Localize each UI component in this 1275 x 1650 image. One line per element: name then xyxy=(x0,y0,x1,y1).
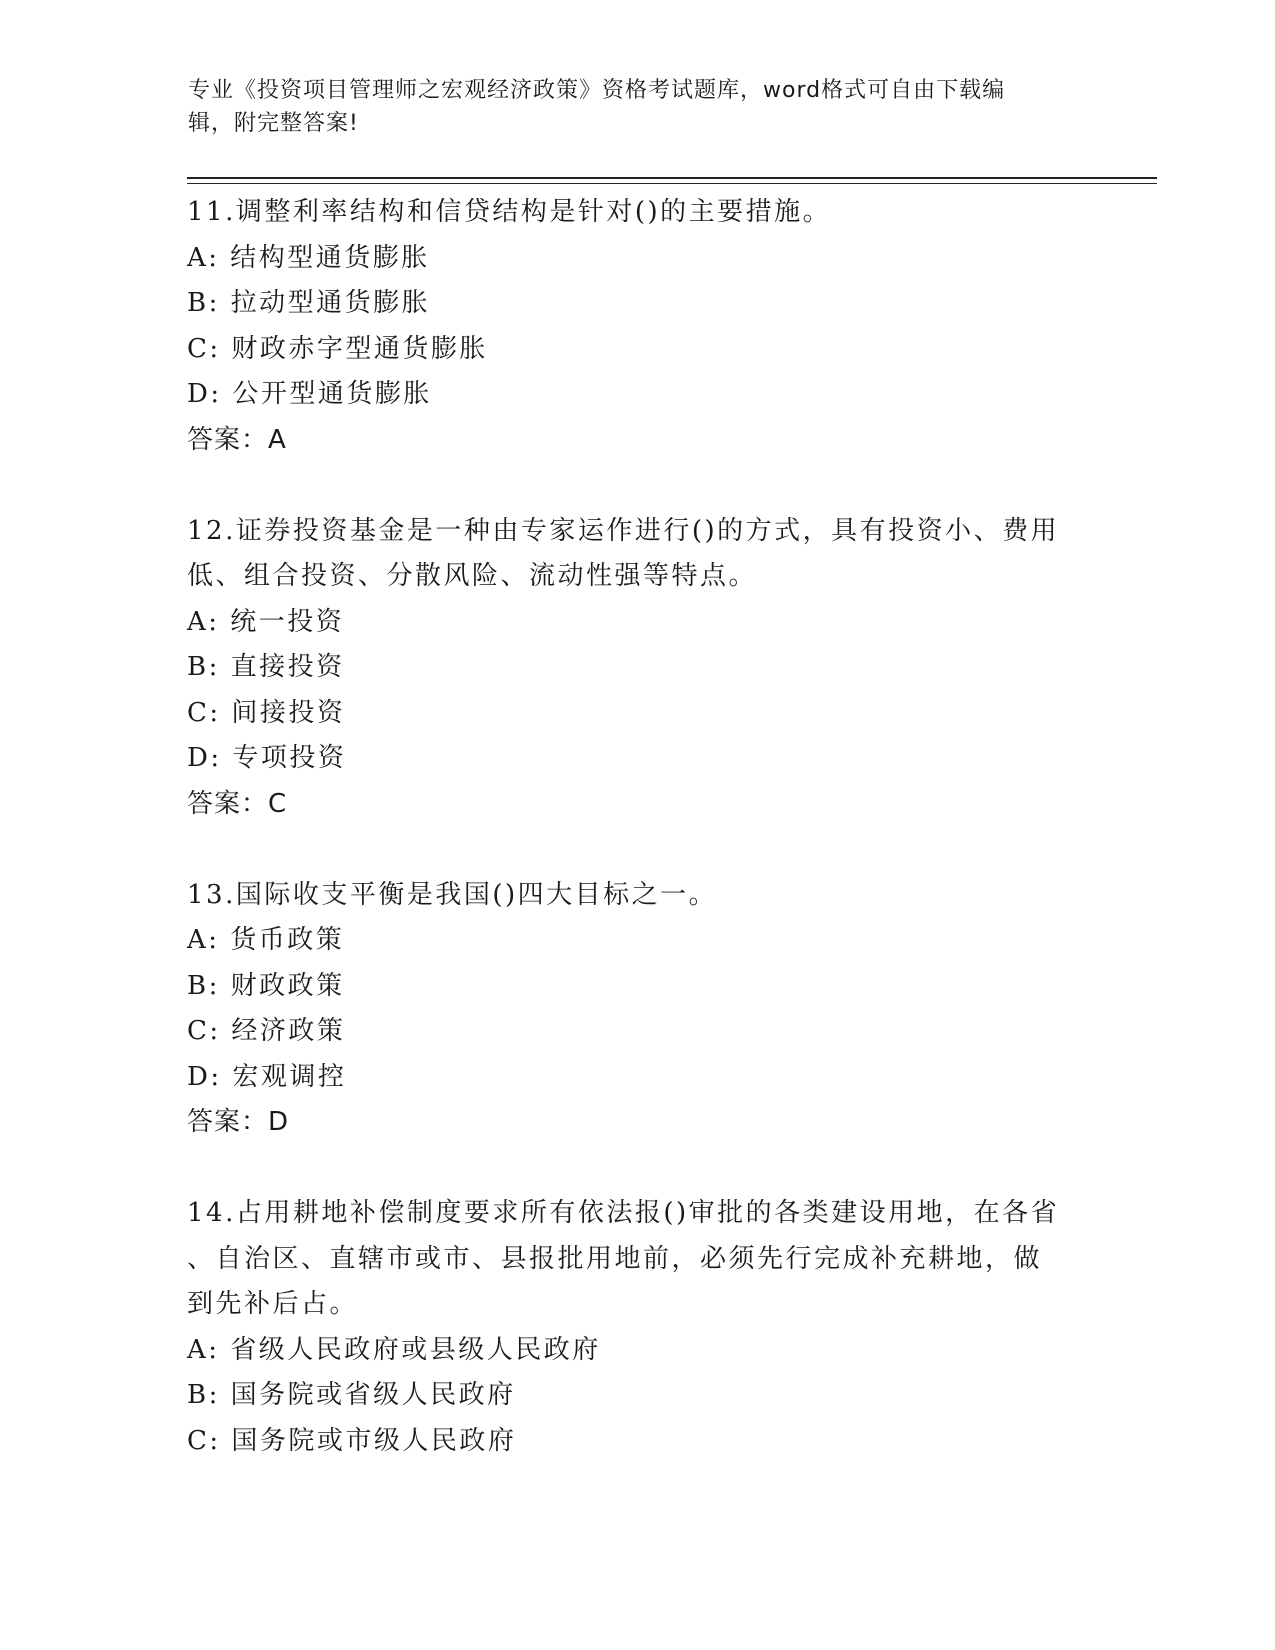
option-a: A: 省级人民政府或县级人民政府 xyxy=(187,1334,601,1365)
spacer xyxy=(187,827,1087,873)
option-c: C: 经济政策 xyxy=(187,1016,346,1046)
answer: 答案：D xyxy=(187,1107,290,1137)
question-11 xyxy=(187,190,1087,463)
option-a: A: 统一投资 xyxy=(187,606,345,637)
answer: 答案：A xyxy=(187,424,287,455)
option-b: B: 国务院或省级人民政府 xyxy=(187,1380,516,1410)
option-b: B: 拉动型通货膨胀 xyxy=(187,288,431,318)
option-d: D: 专项投资 xyxy=(187,743,347,773)
option-b: B: 财政政策 xyxy=(187,970,345,1001)
question-stem: 11.调整利率结构和信贷结构是针对()的主要措施。 xyxy=(187,197,832,227)
option-a: A: 结构型通货膨胀 xyxy=(187,242,430,273)
option-a: A: 货币政策 xyxy=(187,925,345,955)
spacer xyxy=(187,463,1087,509)
header-line-2: 辑，附完整答案! xyxy=(188,111,359,136)
header-rule-thin xyxy=(187,183,1157,184)
answer: 答案：C xyxy=(187,788,288,819)
option-d: D: 宏观调控 xyxy=(187,1061,347,1092)
question-14 xyxy=(187,1191,1087,1464)
question-stem-continued: 、自治区、直辖市或市、县报批用地前，必须先行完成补充耕地，做 xyxy=(187,1243,1043,1274)
question-stem: 13.国际收支平衡是我国()四大目标之一。 xyxy=(187,879,718,910)
question-stem: 14.占用耕地补偿制度要求所有依法报()审批的各类建设用地，在各省 xyxy=(187,1198,1060,1228)
spacer xyxy=(187,1146,1087,1192)
document-header xyxy=(188,74,1088,140)
header-line-1: 专业《投资项目管理师之宏观经济政策》资格考试题库，word格式可自由下载编 xyxy=(188,78,1006,103)
option-c: C: 国务院或市级人民政府 xyxy=(187,1425,517,1456)
question-13 xyxy=(187,873,1087,1146)
option-b: B: 直接投资 xyxy=(187,652,345,682)
question-stem-continued: 到先补后占。 xyxy=(187,1289,359,1319)
option-d: D: 公开型通货膨胀 xyxy=(187,379,432,409)
question-stem-continued: 低、组合投资、分散风险、流动性强等特点。 xyxy=(187,561,758,591)
header-rule-thick xyxy=(187,177,1157,179)
question-list xyxy=(187,190,1087,1464)
option-c: C: 间接投资 xyxy=(187,697,346,728)
question-stem: 12.证券投资基金是一种由专家运作进行()的方式，具有投资小、费用 xyxy=(187,515,1060,546)
question-12 xyxy=(187,509,1087,828)
option-c: C: 财政赤字型通货膨胀 xyxy=(187,333,488,364)
